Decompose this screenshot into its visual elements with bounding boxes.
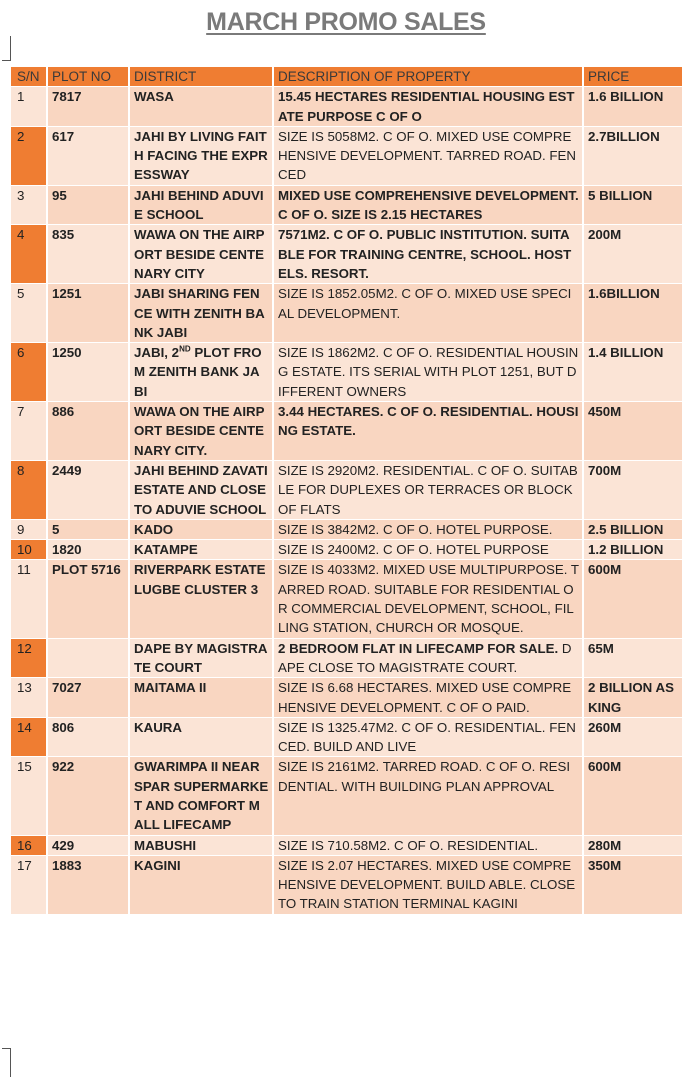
table-body xyxy=(11,87,683,914)
row-plot-no: 1883 xyxy=(47,855,129,914)
row-description: SIZE IS 1862M2. C OF O. RESIDENTIAL HOUSING ESTATE. ITS SERIAL WITH PLOT 1251, BUT DIFFERENT OWNERS xyxy=(273,343,583,402)
table-row xyxy=(11,185,683,225)
header-plot-no: PLOT NO xyxy=(47,67,129,87)
row-plot-no: 806 xyxy=(47,717,129,757)
table-row xyxy=(11,460,683,519)
row-plot-no: 617 xyxy=(47,126,129,185)
row-description: SIZE IS 1852.05M2. C OF O. MIXED USE SPECIAL DEVELOPMENT. xyxy=(273,284,583,343)
row-sn: 16 xyxy=(11,835,47,855)
row-description: SIZE IS 4033M2. MIXED USE MULTIPURPOSE. TARRED ROAD. SUITABLE FOR RESIDENTIAL OR COMMERCIAL DEVELOPMENT, SCHOOL, FILLING STATION, CHURCH OR MOSQUE. xyxy=(273,560,583,638)
row-district: WAWA ON THE AIRPORT BESIDE CENTENARY CITY. xyxy=(129,402,273,461)
row-sn: 15 xyxy=(11,757,47,835)
row-sn: 2 xyxy=(11,126,47,185)
row-description: SIZE IS 1325.47M2. C OF O. RESIDENTIAL. FENCED. BUILD AND LIVE xyxy=(273,717,583,757)
row-plot-no: 7817 xyxy=(47,87,129,127)
row-price: 350M xyxy=(583,855,683,914)
row-district: WASA xyxy=(129,87,273,127)
row-sn: 13 xyxy=(11,678,47,718)
table-row xyxy=(11,87,683,127)
row-price: 1.2 BILLION xyxy=(583,540,683,560)
district-text: PLOT FROM ZENITH BANK JABI xyxy=(134,345,262,399)
row-description: SIZE IS 2.07 HECTARES. MIXED USE COMPREHENSIVE DEVELOPMENT. BUILD ABLE. CLOSE TO TRAIN STATION TERMINAL KAGINI xyxy=(273,855,583,914)
row-district xyxy=(129,343,273,402)
table-row xyxy=(11,225,683,284)
row-description: SIZE IS 6.68 HECTARES. MIXED USE COMPREHENSIVE DEVELOPMENT. C OF O PAID. xyxy=(273,678,583,718)
table-row xyxy=(11,678,683,718)
row-price: 600M xyxy=(583,560,683,638)
page-title: MARCH PROMO SALES xyxy=(206,8,486,36)
row-sn: 3 xyxy=(11,185,47,225)
row-price: 2.5 BILLION xyxy=(583,519,683,539)
row-description: 7571M2. C OF O. PUBLIC INSTITUTION. SUITABLE FOR TRAINING CENTRE, SCHOOL. HOSTELS. RESORT. xyxy=(273,225,583,284)
row-description: SIZE IS 5058M2. C OF O. MIXED USE COMPREHENSIVE DEVELOPMENT. TARRED ROAD. FENCED xyxy=(273,126,583,185)
row-sn: 10 xyxy=(11,540,47,560)
row-sn: 4 xyxy=(11,225,47,284)
header-price: PRICE xyxy=(583,67,683,87)
row-plot-no: 1251 xyxy=(47,284,129,343)
row-plot-no: 429 xyxy=(47,835,129,855)
row-description: 15.45 HECTARES RESIDENTIAL HOUSING ESTATE PURPOSE C OF O xyxy=(273,87,583,127)
row-description: 3.44 HECTARES. C OF O. RESIDENTIAL. HOUSING ESTATE. xyxy=(273,402,583,461)
row-description: SIZE IS 2161M2. TARRED ROAD. C OF O. RESIDENTIAL. WITH BUILDING PLAN APPROVAL xyxy=(273,757,583,835)
table-row xyxy=(11,519,683,539)
row-sn: 1 xyxy=(11,87,47,127)
row-description: SIZE IS 2400M2. C OF O. HOTEL PURPOSE xyxy=(273,540,583,560)
row-sn: 7 xyxy=(11,402,47,461)
row-price: 1.4 BILLION xyxy=(583,343,683,402)
description-emphasis: 2 BEDROOM FLAT IN LIFECAMP FOR SALE. xyxy=(278,640,559,656)
header-description: DESCRIPTION OF PROPERTY xyxy=(273,67,583,87)
row-district: DAPE BY MAGISTRATE COURT xyxy=(129,638,273,678)
table-row xyxy=(11,343,683,402)
row-price: 2 BILLION ASKING xyxy=(583,678,683,718)
row-plot-no: 5 xyxy=(47,519,129,539)
row-district: KAURA xyxy=(129,717,273,757)
row-sn: 12 xyxy=(11,638,47,678)
table-row xyxy=(11,855,683,914)
table-row xyxy=(11,757,683,835)
row-description: MIXED USE COMPREHENSIVE DEVELOPMENT. C OF O. SIZE IS 2.15 HECTARES xyxy=(273,185,583,225)
row-description xyxy=(273,638,583,678)
row-price: 1.6BILLION xyxy=(583,284,683,343)
row-sn: 17 xyxy=(11,855,47,914)
row-price: 5 BILLION xyxy=(583,185,683,225)
row-plot-no: 95 xyxy=(47,185,129,225)
table-row xyxy=(11,540,683,560)
row-sn: 6 xyxy=(11,343,47,402)
row-plot-no: 1250 xyxy=(47,343,129,402)
crop-mark-top xyxy=(2,36,11,61)
table-row xyxy=(11,284,683,343)
row-district: JABI SHARING FENCE WITH ZENITH BANK JABI xyxy=(129,284,273,343)
header-sn: S/N xyxy=(11,67,47,87)
row-sn: 11 xyxy=(11,560,47,638)
row-sn: 9 xyxy=(11,519,47,539)
row-district: KAGINI xyxy=(129,855,273,914)
table-header-row xyxy=(11,67,683,87)
row-price: 65M xyxy=(583,638,683,678)
table-row xyxy=(11,717,683,757)
row-plot-no xyxy=(47,638,129,678)
row-district: WAWA ON THE AIRPORT BESIDE CENTENARY CITY xyxy=(129,225,273,284)
row-plot-no: 886 xyxy=(47,402,129,461)
district-superscript: ND xyxy=(179,344,191,354)
row-description: SIZE IS 710.58M2. C OF O. RESIDENTIAL. xyxy=(273,835,583,855)
row-plot-no: 2449 xyxy=(47,460,129,519)
table-row xyxy=(11,835,683,855)
promo-sales-table xyxy=(11,67,684,915)
row-price: 600M xyxy=(583,757,683,835)
row-price: 2.7BILLION xyxy=(583,126,683,185)
table-row xyxy=(11,402,683,461)
row-description: SIZE IS 2920M2. RESIDENTIAL. C OF O. SUITABLE FOR DUPLEXES OR TERRACES OR BLOCK OF FLATS xyxy=(273,460,583,519)
row-sn: 8 xyxy=(11,460,47,519)
row-price: 200M xyxy=(583,225,683,284)
row-description: SIZE IS 3842M2. C OF O. HOTEL PURPOSE. xyxy=(273,519,583,539)
row-district: JAHI BEHIND ADUVIE SCHOOL xyxy=(129,185,273,225)
row-district: JAHI BY LIVING FAITH FACING THE EXPRESSWAY xyxy=(129,126,273,185)
table-row xyxy=(11,126,683,185)
row-price: 260M xyxy=(583,717,683,757)
row-district: GWARIMPA II NEAR SPAR SUPERMARKET AND COMFORT MALL LIFECAMP xyxy=(129,757,273,835)
crop-mark-bottom xyxy=(2,1048,11,1077)
row-sn: 5 xyxy=(11,284,47,343)
row-price: 280M xyxy=(583,835,683,855)
row-plot-no: 7027 xyxy=(47,678,129,718)
district-text: JABI, 2 xyxy=(134,345,180,361)
row-plot-no: 1820 xyxy=(47,540,129,560)
row-district: MABUSHI xyxy=(129,835,273,855)
header-district: DISTRICT xyxy=(129,67,273,87)
row-price: 450M xyxy=(583,402,683,461)
row-plot-no: 922 xyxy=(47,757,129,835)
row-plot-no: 835 xyxy=(47,225,129,284)
table-row xyxy=(11,560,683,638)
row-sn: 14 xyxy=(11,717,47,757)
row-district: KADO xyxy=(129,519,273,539)
row-district: JAHI BEHIND ZAVATI ESTATE AND CLOSE TO ADUVIE SCHOOL xyxy=(129,460,273,519)
description-text: DAPE CLOSE TO MAGISTRATE COURT. xyxy=(278,640,572,675)
row-district: MAITAMA II xyxy=(129,678,273,718)
row-price: 700M xyxy=(583,460,683,519)
row-price: 1.6 BILLION xyxy=(583,87,683,127)
table-row xyxy=(11,638,683,678)
row-plot-no: PLOT 5716 xyxy=(47,560,129,638)
row-district: RIVERPARK ESTATE LUGBE CLUSTER 3 xyxy=(129,560,273,638)
row-district: KATAMPE xyxy=(129,540,273,560)
